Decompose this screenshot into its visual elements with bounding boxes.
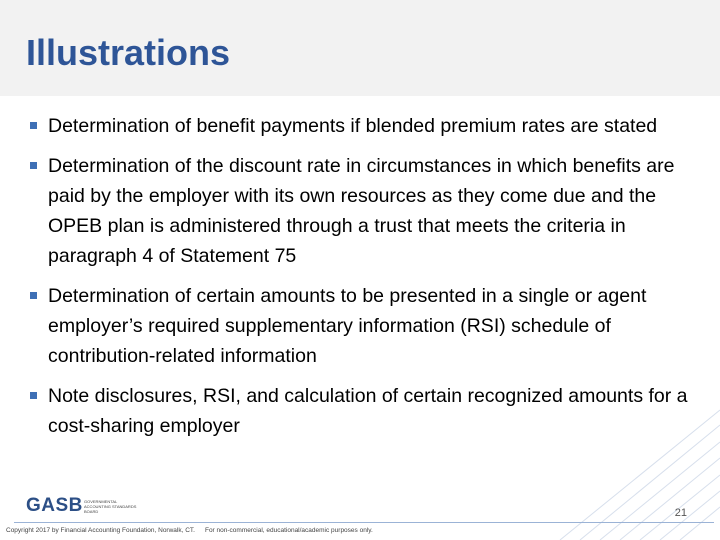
logo-subtext: GOVERNMENTAL ACCOUNTING STANDARDS BOARD	[84, 499, 137, 514]
bullet-item	[30, 111, 695, 141]
bullet-text: Determination of the discount rate in circumstances in which benefits are paid by the employer with its own resources as they come due and the OPEB plan is administered through a trust that meets the criteria in paragraph 4 of Statement 75	[48, 155, 675, 267]
bullet-text: Determination of certain amounts to be presented in a single or agent employer’s required supplementary information (RSI) schedule of contribution-related information	[48, 285, 647, 367]
page-number: 21	[674, 507, 687, 519]
square-bullet-icon	[30, 392, 37, 399]
bullet-item	[30, 281, 695, 371]
logo-wordmark: GASB	[26, 495, 83, 516]
footer-copyright: Copyright 2017 by Financial Accounting Foundation, Norwalk, CT.	[6, 527, 195, 534]
bullet-text: Note disclosures, RSI, and calculation of certain recognized amounts for a cost-sharing employer	[48, 385, 688, 437]
footer-divider	[14, 522, 714, 523]
footer	[6, 527, 373, 534]
square-bullet-icon	[30, 162, 37, 169]
footer-notice: For non-commercial, educational/academic purposes only.	[204, 527, 373, 534]
square-bullet-icon	[30, 292, 37, 299]
bullet-item	[30, 151, 695, 271]
square-bullet-icon	[30, 122, 37, 129]
bullet-text: Determination of benefit payments if blended premium rates are stated	[48, 115, 658, 137]
slide-title: Illustrations	[26, 32, 231, 73]
diagonal-lines-decoration	[520, 390, 720, 540]
